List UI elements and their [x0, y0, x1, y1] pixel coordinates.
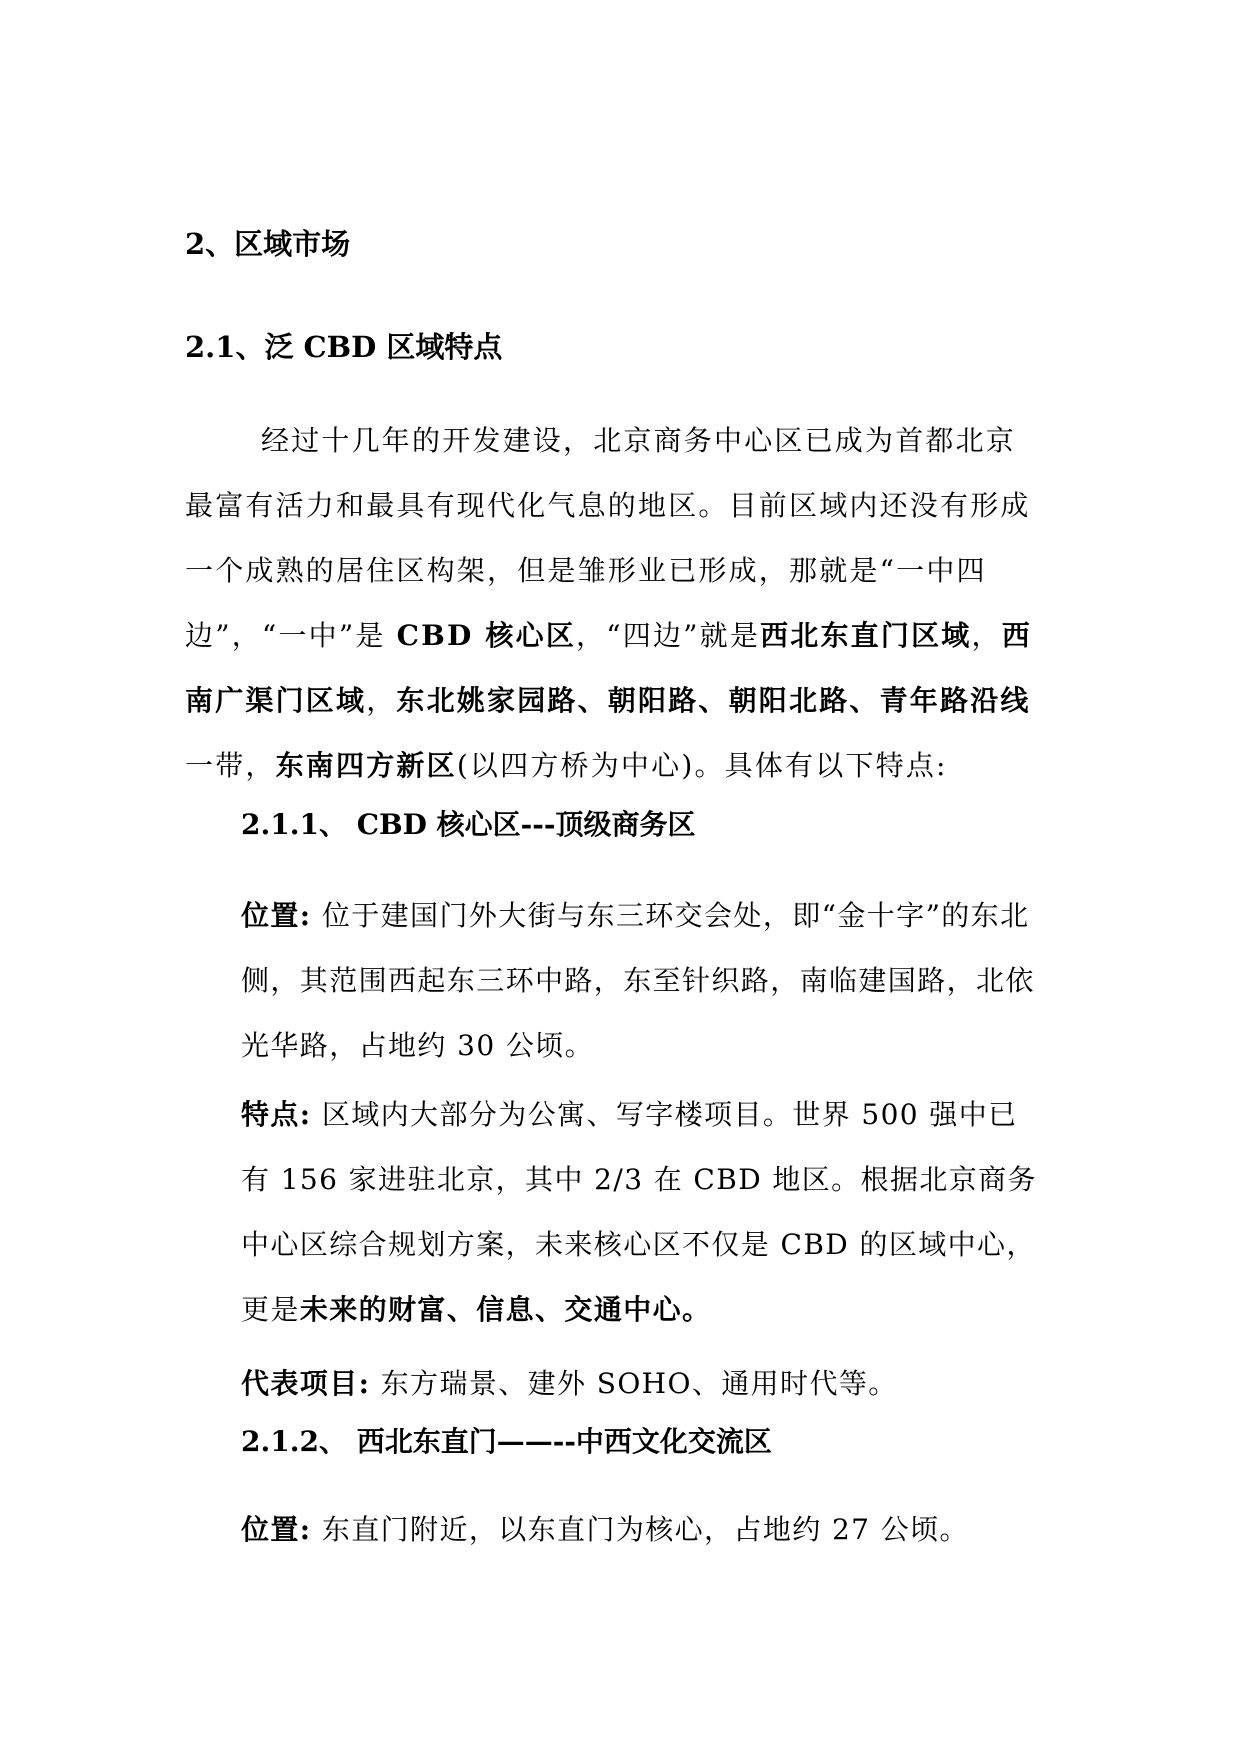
area-projects-cbd-core — [241, 1351, 1045, 1416]
features-bold-text: 未来的财富、信息、交通中心。 — [299, 1293, 712, 1326]
area-location-dongzhimen — [241, 1497, 1045, 1562]
area-heading-dongzhimen: 2.1.2、 西北东直门——--中西文化交流区 — [241, 1425, 772, 1458]
features-text: 区域内大部分为公寓、写字楼项目。世界 500 强中已有 156 家进驻北京，其中 2/3 在 CBD 地区。根据北京商务中心区综合规划方案，未来核心区不仅是 CBD 的区域中心，更是 — [241, 1098, 1037, 1326]
intro-text-1: 经过十几年的开发建设，北京商务中心区已成为首都北京最富有活力和最具有现代化气息的地区。目前区域内还没有形成一个成熟的居住区构架，但是雏形业已形成，那就是“一中四边”，“一中”是 — [185, 424, 1031, 652]
intro-bold-northeast: 东北姚家园路、朝阳路、朝阳北路、青年路沿线 — [396, 684, 1031, 717]
features-label: 特点: — [241, 1098, 312, 1131]
projects-label: 代表项目: — [241, 1367, 371, 1400]
subsection-title: 2.1、泛 CBD 区域特点 — [185, 330, 503, 364]
projects-text: 东方瑞景、建外 SOHO、通用时代等。 — [370, 1367, 898, 1400]
area-features-cbd-core — [241, 1082, 1045, 1342]
section-title: 2、区域市场 — [185, 227, 351, 261]
location-text: 东直门附近，以东直门为核心，占地约 27 公顷。 — [311, 1513, 969, 1546]
intro-text-2: ，“四边”就是 — [576, 619, 761, 652]
intro-text-3: ， — [971, 619, 1002, 652]
intro-text-4: ， — [366, 684, 397, 717]
intro-text-6: (以四方桥为中心)。具体有以下特点: — [456, 749, 948, 782]
intro-bold-cbd-core: CBD 核心区 — [396, 619, 577, 652]
area-heading-cbd-core: 2.1.1、 CBD 核心区---顶级商务区 — [241, 808, 696, 841]
location-label: 位置: — [241, 1513, 312, 1546]
area-location-cbd-core — [241, 883, 1045, 1078]
intro-paragraph — [185, 408, 1045, 798]
intro-text-5: 一带， — [185, 749, 276, 782]
intro-bold-northwest: 西北东直门区域 — [760, 619, 972, 652]
location-label: 位置: — [241, 899, 312, 932]
location-text: 位于建国门外大街与东三环交会处，即“金十字”的东北侧，其范围西起东三环中路，东至针织路，南临建国路，北依光华路，占地约 30 公顷。 — [241, 899, 1035, 1062]
intro-bold-southeast: 东南四方新区 — [275, 749, 457, 782]
intro-bold-southwest: 西南广渠门区域 — [185, 619, 1032, 717]
